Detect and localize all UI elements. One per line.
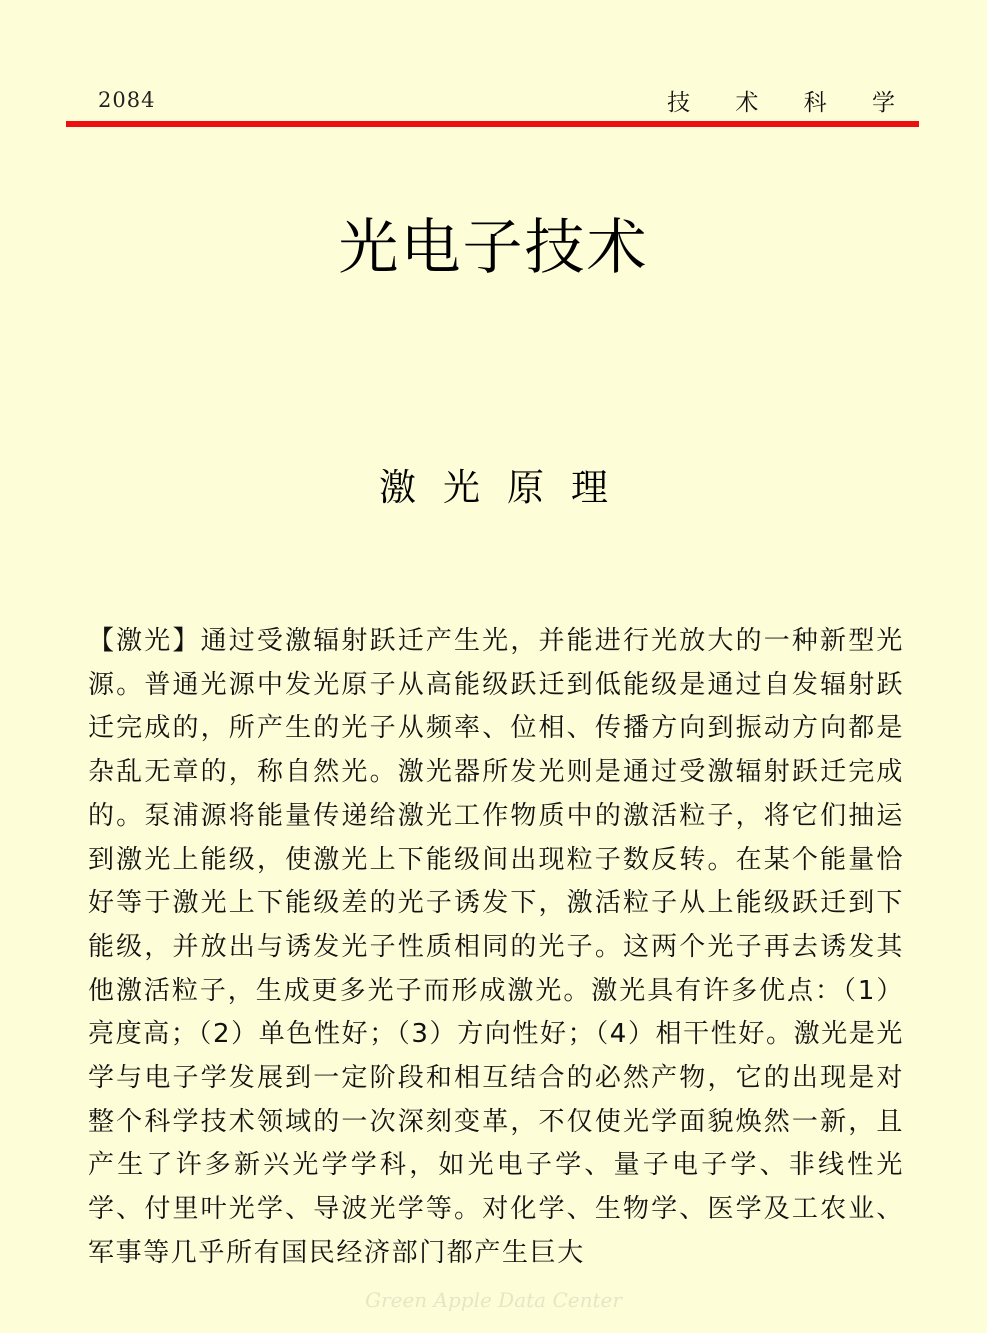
page-number: 2084 <box>98 88 156 112</box>
footer-watermark: Green Apple Data Center <box>365 1288 622 1312</box>
chapter-title: 光电子技术 <box>338 213 649 283</box>
entry-term-text: 激光 <box>116 626 173 656</box>
encyclopedia-entry <box>88 620 904 1276</box>
entry-body: 通过受激辐射跃迁产生光，并能进行光放大的一种新型光源。普通光源中发光原子从高能级跃迁到低能级是通过自发辐射跃迁完成的，所产生的光子从频率、位相、传播方向到振动方向都是杂乱无章的，称自然光。激光器所发光则是通过受激辐射跃迁完成的。泵浦源将能量传递给激光工作物质中的激活粒子，将它们抽运到激光上能级，使激光上下能级间出现粒子数反转。在某个能量恰好等于激光上下能级差的光子诱发下，激活粒子从上能级跃迁到下能级，并放出与诱发光子性质相同的光子。这两个光子再去诱发其他激活粒子，生成更多光子而形成激光。激光具有许多优点：（1）亮度高；（2）单色性好；（3）方向性好；（4）相干性好。激光是光学与电子学发展到一定阶段和相互结合的必然产物，它的出现是对整个科学技术领域的一次深刻变革，不仅使光学面貌焕然一新，且产生了许多新兴光学学科，如光电子学、量子电子学、非线性光学、付里叶光学、导波光学等。对化学、生物学、医学及工农业、军事等几乎所有国民经济部门都产生巨大 <box>88 626 904 1268</box>
entry-term-bracket-open: 【 <box>88 626 117 656</box>
section-title: 激光原理 <box>379 466 635 509</box>
header-rule <box>66 121 919 127</box>
running-header-section: 技 术 科 学 <box>667 90 914 116</box>
entry-term <box>88 626 201 656</box>
entry-term-bracket-close: 】 <box>172 626 201 656</box>
